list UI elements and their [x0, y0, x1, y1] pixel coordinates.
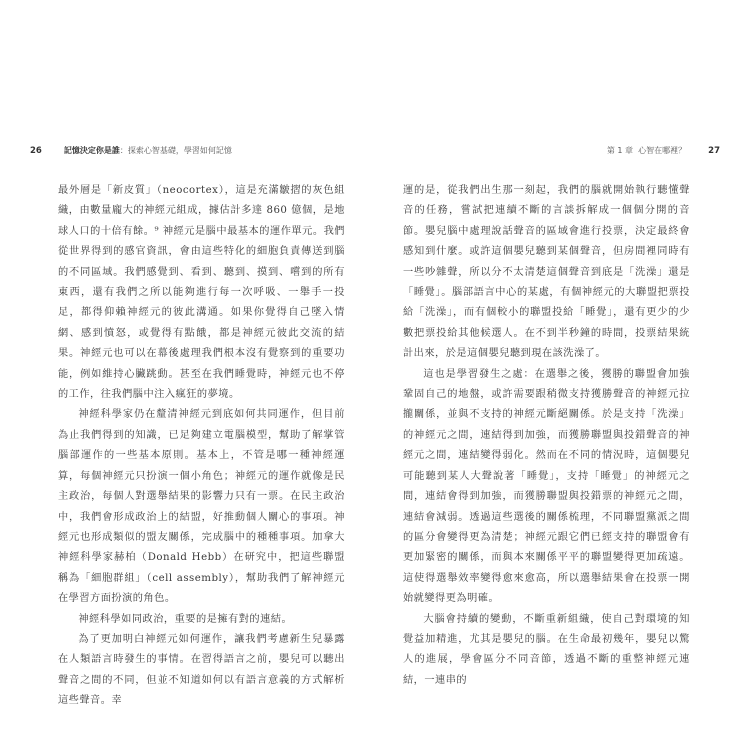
right-body-text: [403, 181, 690, 691]
right-page-number: 27: [708, 146, 720, 156]
paragraph: 為了更加明白神經元如何運作，讓我們考慮新生兒暴露在人類語言時發生的事情。在習得語言之前，嬰兒可以聽出聲音之間的不同，但並不知道如何以有語言意義的方式解析這些聲音。幸: [58, 633, 345, 707]
right-running-header: [607, 145, 720, 156]
book-subtitle: ：探索心智基礎，學習如何記憶: [119, 146, 232, 155]
chapter-title: 心智在哪裡？: [638, 146, 687, 155]
paragraph: 神經科學如同政治，重要的是擁有對的連結。: [78, 613, 293, 625]
left-body-text: [58, 181, 345, 712]
book-title: 記憶決定你是誰: [63, 146, 120, 155]
right-page: [375, 0, 750, 750]
chapter-label: 第 1 章: [606, 146, 634, 155]
paragraph: 大腦會持續的變動，不斷重新組織，使自己對環境的知覺益加精進，尤其是嬰兒的腦。在生命最初幾年，嬰兒以驚人的進展，學會區分不同音節，透過不斷的重整神經元連結，一連串的: [403, 613, 690, 686]
left-page-number: 26: [30, 146, 42, 156]
left-running-header: [30, 145, 232, 156]
paragraph: 神經科學家仍在釐清神經元到底如何共同運作，但目前為止我們得到的知識，已足夠建立電腦模型，幫助了解掌管腦部運作的一些基本原則。基本上，不管是哪一種神經運算，每個神經元只扮演一個小角色；神經元的運作就像是民主政治，每個人對選舉結果的影響力只有一票。在民主政治中，我們會形成政治上的結盟，好推動個人關心的事項。神經元也形成類似的盟友關係，完成腦中的種種事項。加拿大神經科學家赫柏（Donald Hebb）在研究中，把這些聯盟稱為「細胞群組」（cell assembly），幫助我們了解神經元在學習方面扮演的角色。: [58, 409, 345, 605]
paragraph: 這也是學習發生之處：在選舉之後，獲勝的聯盟會加強鞏固自己的地盤，或許需要跟稍微支持獲勝聲音的神經元拉攏關係，並與不支持的神經元斷絕關係。於是支持「洗澡」的神經元之間，連結得到加強，而獲勝聯盟與投錯聲音的神經元之間，連結變得弱化。然而在不同的情況時，這個嬰兒可能聽到某人大聲說著「睡覺」，支持「睡覺」的神經元之間，連結會得到加強，而獲勝聯盟與投錯票的神經元之間，連結會減弱。透過這些選後的關係梳理，不同聯盟黨派之間的區分會變得更為清楚；神經元跟它們已經支持的聯盟會有更加緊密的關係，而與本來關係平平的聯盟變得更加疏遠。這使得選舉效率變得愈來愈高，所以選舉結果會在投票一開始就變得更為明確。: [403, 368, 690, 605]
paragraph: 運的是，從我們出生那一刻起，我們的腦就開始執行聽懂聲音的任務，嘗試把連續不斷的言談拆解成一個個分開的音節。嬰兒腦中處理說話聲音的區域會進行投票，決定最終會感知到什麼。或許這個嬰兒聽到某個聲音，但房間裡同時有一些吵雜聲，所以分不太清楚這個聲音到底是「洗澡」還是「睡覺」。腦部語言中心的某處，有個神經元的大聯盟把票投給「洗澡」，而有個較小的聯盟投給「睡覺」，還有更少的少數把票投給其他候選人。在不到半秒鐘的時間，投票結果統計出來，於是這個嬰兒聽到現在該洗澡了。: [403, 185, 690, 360]
paragraph: 最外層是「新皮質」（neocortex），這是充滿皺摺的灰色組織，由數量龐大的神經元組成，據估計多達 860 億個，是地球人口的十倍有餘。⁹ 神經元是腦中最基本的運作單元。我們從世界得到的感官資訊，會由這些特化的細胞負責傳送到腦的不同區域。我們感覺到、看到、聽到、摸到、嚐到的所有東西，還有我們之所以能夠進行每一次呼吸、一舉手一投足，都得仰賴神經元的彼此溝通。如果你覺得自己墜入情網、感到憤怒，或覺得有點餓，都是神經元彼此交流的結果。神經元也可以在幕後處理我們根本沒有覺察到的重要功能，例如維持心臟跳動。甚至在我們睡覺時，神經元也不停的工作，往我們腦中注入瘋狂的夢境。: [58, 185, 345, 401]
